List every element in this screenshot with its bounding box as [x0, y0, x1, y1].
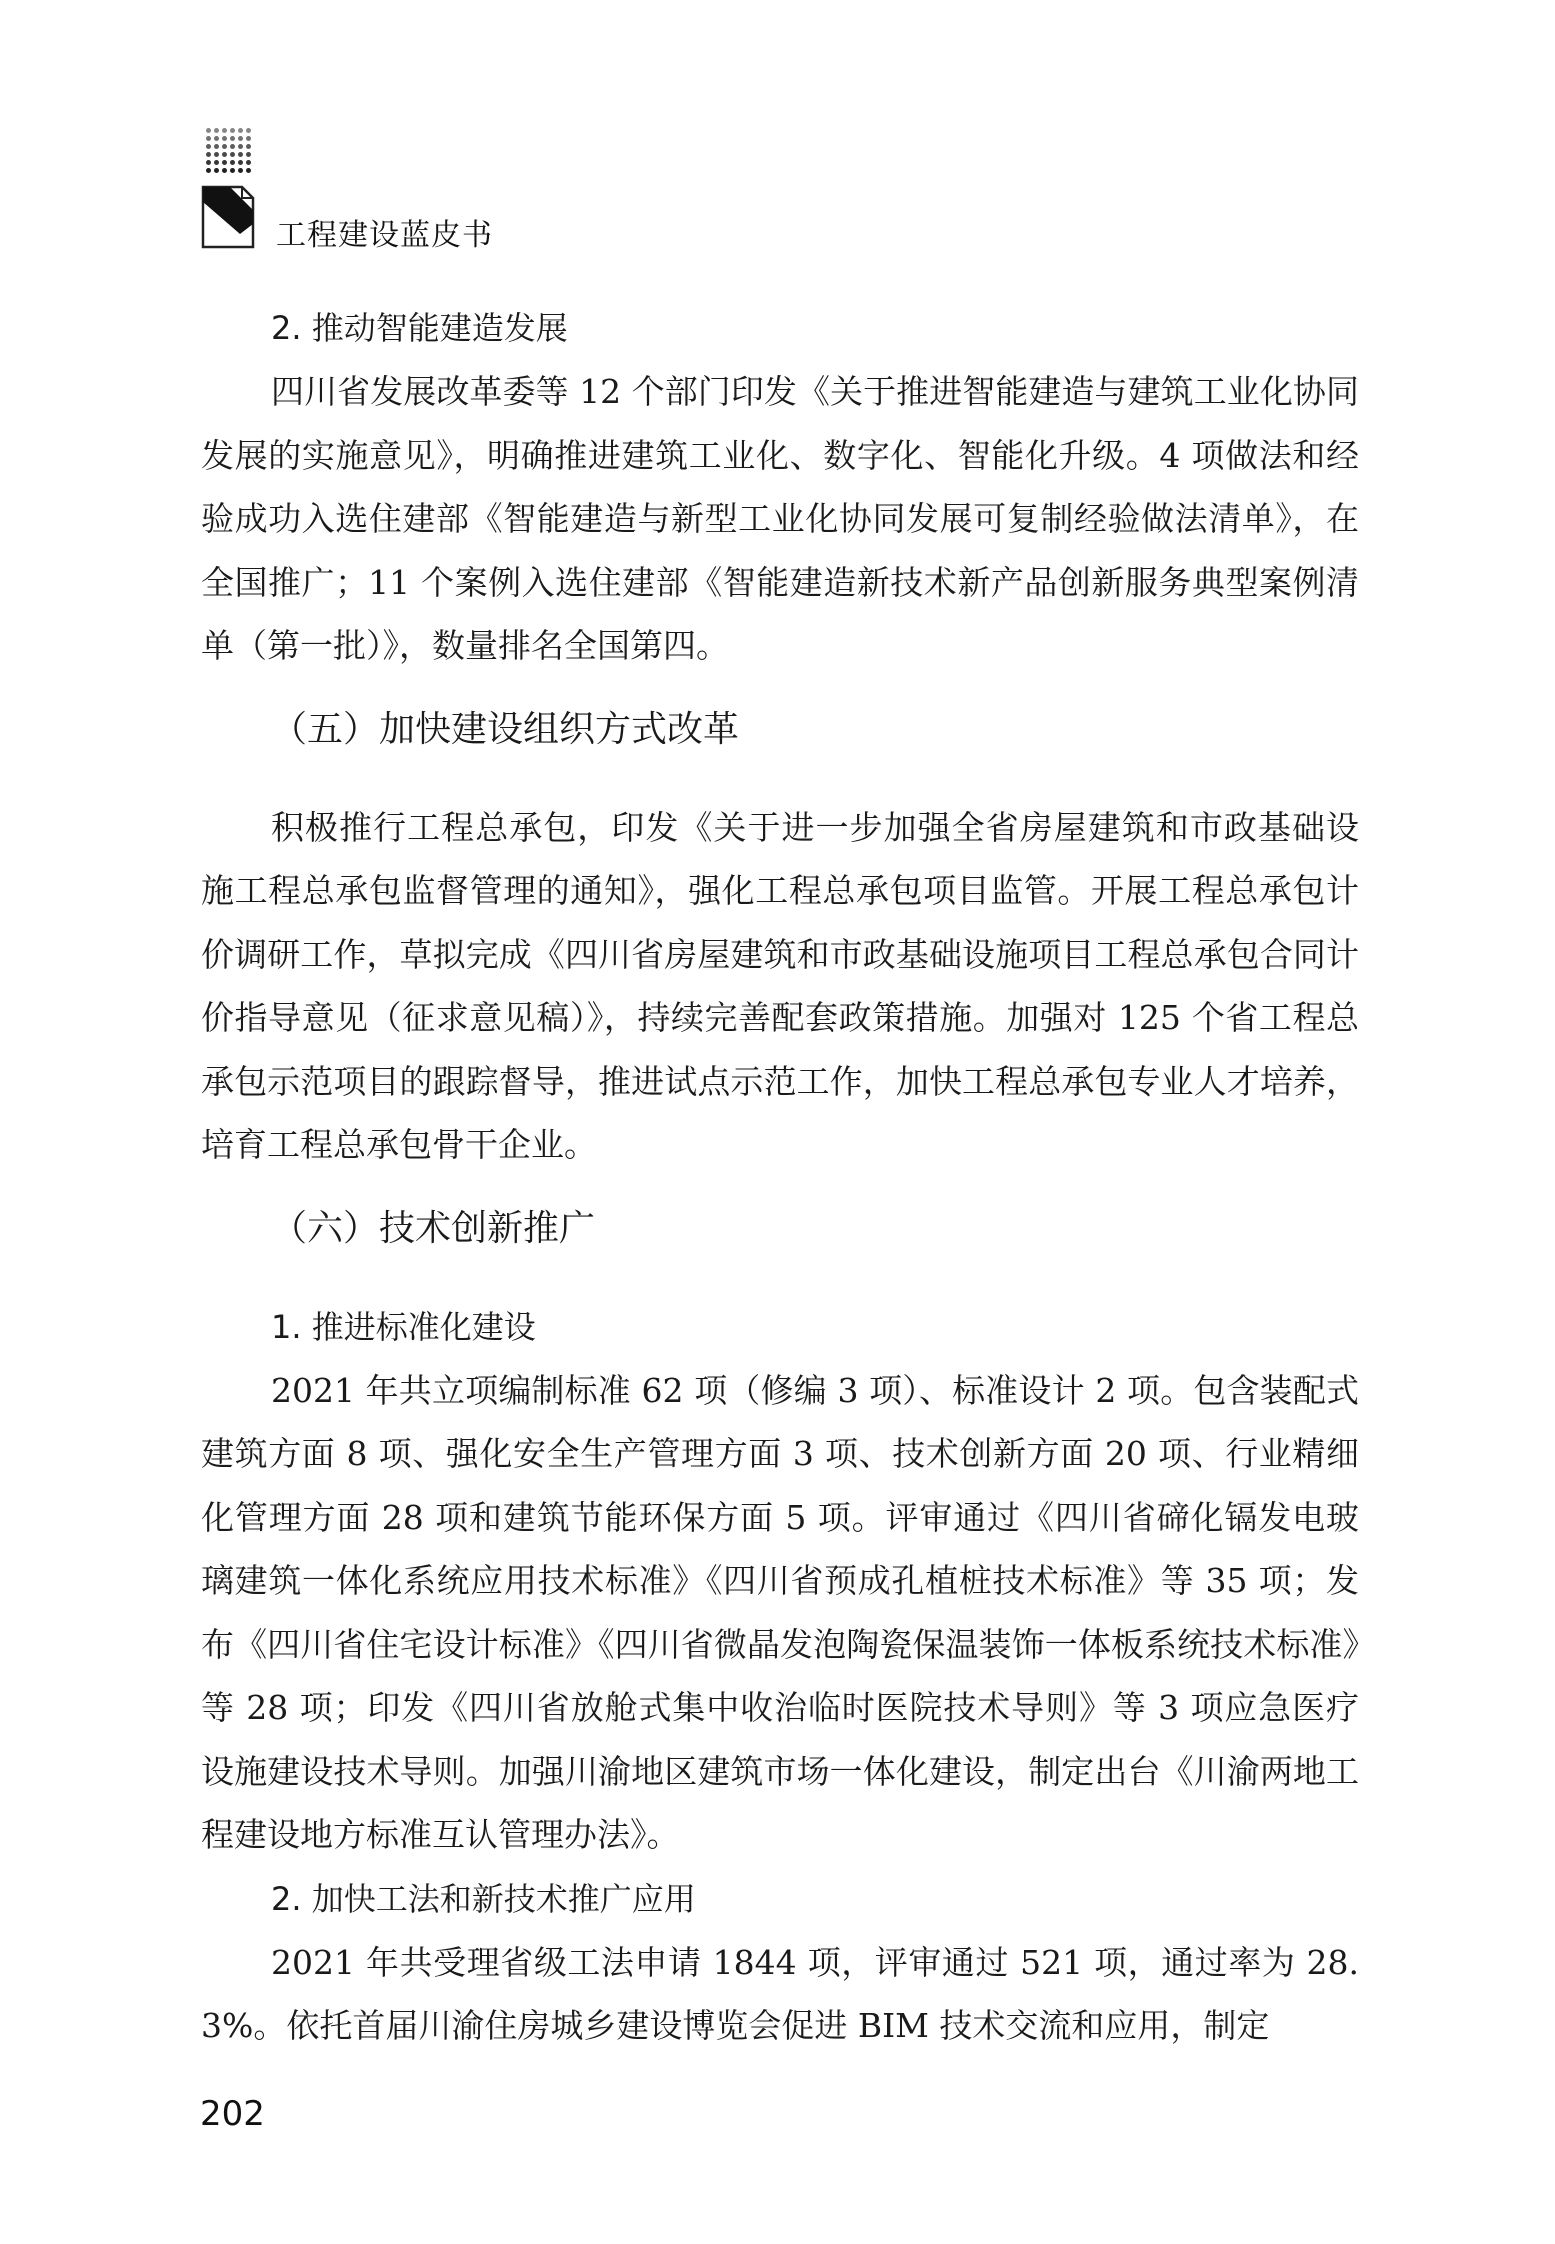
paragraph-new-technology: 2021 年共受理省级工法申请 1844 项，评审通过 521 项，通过率为 28. 3%。依托首届川渝住房城乡建设博览会促进 BIM 技术交流和应用，制定 — [201, 1942, 1359, 2045]
ornament-dot — [206, 144, 211, 149]
ornament-dot — [238, 168, 243, 173]
ornament-dot — [246, 144, 251, 149]
ornament-dot — [214, 168, 219, 173]
ornament-dot — [222, 168, 227, 173]
subheading-new-technology: 2. 加快工法和新技术推广应用 — [271, 1879, 696, 1918]
ornament-dot — [222, 136, 227, 141]
ornament-dot — [214, 136, 219, 141]
ornament-dot — [238, 160, 243, 165]
book-title: 工程建设蓝皮书 — [276, 218, 493, 253]
ornament-dot — [230, 168, 235, 173]
ornament-dot — [230, 128, 235, 133]
ornament-dot — [214, 160, 219, 165]
running-header — [196, 128, 796, 268]
ornament-dot — [230, 160, 235, 165]
subheading-intelligent-construction: 2. 推动智能建造发展 — [271, 309, 568, 347]
ornament-dot — [230, 144, 235, 149]
section-heading-five: （五）加快建设组织方式改革 — [271, 708, 740, 750]
ornament-dot — [230, 136, 235, 141]
paragraph-intelligent-construction: 四川省发展改革委等 12 个部门印发《关于推进智能建造与建筑工业化协同发展的实施意见》，明确推进建筑工业化、数字化、智能化升级。4 项做法和经验成功入选住建部《智能建造与新型工业化协同发展可复制经验做法清单》，在全国推广；11 个案例入选住建部《智能建造新技术新产品创新服务典型案例清单（第一批）》，数量排名全国第四。 — [201, 372, 1359, 665]
ornament-dot — [214, 144, 219, 149]
ornament-dot — [222, 144, 227, 149]
ornament-dot — [206, 128, 211, 133]
ornament-dot — [214, 152, 219, 157]
subheading-standardization: 1. 推进标准化建设 — [271, 1307, 536, 1346]
ornament-dot — [238, 152, 243, 157]
ornament-dot — [206, 152, 211, 157]
ornament-dot — [246, 136, 251, 141]
ornament-dot — [214, 128, 219, 133]
ornament-dot — [230, 152, 235, 157]
ornament-dot — [238, 136, 243, 141]
ornament-dot — [246, 128, 251, 133]
ornament-dot — [222, 152, 227, 157]
page-body — [201, 296, 1359, 2058]
ornament-dot — [206, 168, 211, 173]
ornament-dot — [206, 136, 211, 141]
ornament-dot — [206, 160, 211, 165]
ornament-dot — [246, 152, 251, 157]
section-heading-six: （六）技术创新推广 — [271, 1207, 596, 1249]
ornament-dot — [246, 168, 251, 173]
book-corner-icon — [200, 184, 256, 250]
paragraph-standardization: 2021 年共立项编制标准 62 项（修编 3 项）、标准设计 2 项。包含装配式建筑方面 8 项、强化安全生产管理方面 3 项、技术创新方面 20 项、行业精细化管理方面 28 项和建筑节能环保方面 5 项。评审通过《四川省碲化镉发电玻璃建筑一体化系统应用技术标准》《四川省预成孔植桩技术标准》等 35 项；发布《四川省住宅设计标准》《四川省微晶发泡陶瓷保温装饰一体板系统技术标准》等 28 项；印发《四川省放舱式集中收治临时医院技术导则》等 3 项应急医疗设施建设技术导则。加强川渝地区建筑市场一体化建设，制定出台《川渝两地工程建设地方标准互认管理办法》。 — [201, 1370, 1359, 1854]
ornament-dot — [222, 128, 227, 133]
paragraph-general-contracting: 积极推行工程总承包，印发《关于进一步加强全省房屋建筑和市政基础设施工程总承包监督管理的通知》，强化工程总承包项目监管。开展工程总承包计价调研工作，草拟完成《四川省房屋建筑和市政基础设施项目工程总承包合同计价指导意见（征求意见稿）》，持续完善配套政策措施。加强对 125 个省工程总承包示范项目的跟踪督导，推进试点示范工作，加快工程总承包专业人才培养，培育工程总承包骨干企业。 — [201, 807, 1359, 1164]
ornament-dot — [222, 160, 227, 165]
ornament-dot — [238, 128, 243, 133]
page-number: 202 — [200, 2094, 265, 2134]
ornament-dot — [246, 160, 251, 165]
ornament-dot — [238, 144, 243, 149]
